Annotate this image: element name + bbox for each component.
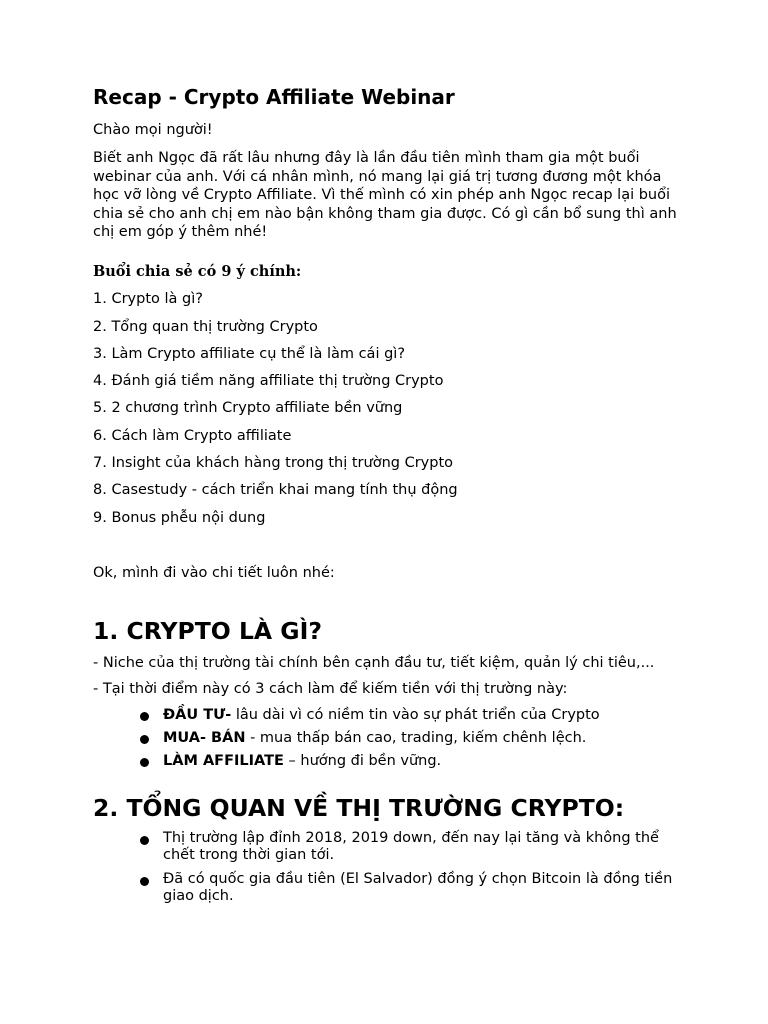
outline-item: 8. Casestudy - cách triển khai mang tính thụ động bbox=[93, 482, 458, 498]
intro-paragraph: Biết anh Ngọc đã rất lâu nhưng đây là lần đầu tiên mình tham gia một buổi webinar của anh. Với cá nhân mình, nó mang lại giá trị tương đương một khóa học vỡ lòng về Crypto Affiliate. Vì thế mình có xin phép anh Ngọc recap lại buổi chia sẻ cho anh chị em nào bận không tham gia được. Có gì cần bổ sung thì anh chị em góp ý thêm nhé! bbox=[93, 150, 677, 240]
section-1-line: - Tại thời điểm này có 3 cách làm để kiếm tiền với thị trường này: bbox=[93, 681, 568, 697]
section-2-bullets bbox=[138, 830, 678, 905]
document-title: Recap - Crypto Affiliate Webinar bbox=[93, 85, 455, 109]
bullet-dot-icon bbox=[140, 712, 149, 721]
outline-item: 9. Bonus phễu nội dung bbox=[93, 510, 266, 526]
section-1-line: - Niche của thị trường tài chính bên cạnh đầu tư, tiết kiệm, quản lý chi tiêu,... bbox=[93, 655, 655, 671]
outline-item: 4. Đánh giá tiềm năng affiliate thị trường Crypto bbox=[93, 373, 444, 389]
bullet-item: MUA- BÁN - mua thấp bán cao, trading, kiếm chênh lệch. bbox=[138, 729, 600, 747]
transition-text: Ok, mình đi vào chi tiết luôn nhé: bbox=[93, 565, 335, 581]
outline-item: 2. Tổng quan thị trường Crypto bbox=[93, 319, 318, 335]
outline-item: 7. Insight của khách hàng trong thị trường Crypto bbox=[93, 455, 454, 471]
outline-item: 6. Cách làm Crypto affiliate bbox=[93, 428, 292, 444]
outline-item: 3. Làm Crypto affiliate cụ thể là làm cái gì? bbox=[93, 346, 406, 362]
section-1-heading: 1. CRYPTO LÀ GÌ? bbox=[93, 617, 322, 645]
bullet-item: ĐẦU TƯ- lâu dài vì có niềm tin vào sự phát triển của Crypto bbox=[138, 706, 600, 724]
section-1-bullets bbox=[138, 706, 600, 770]
outline-item: 1. Crypto là gì? bbox=[93, 291, 203, 307]
bullet-item: LÀM AFFILIATE – hướng đi bền vững. bbox=[138, 752, 600, 770]
bullet-dot-icon bbox=[140, 758, 149, 767]
outline-heading: Buổi chia sẻ có 9 ý chính: bbox=[93, 263, 302, 280]
bullet-dot-icon bbox=[140, 836, 149, 845]
section-2-heading: 2. TỔNG QUAN VỀ THỊ TRƯỜNG CRYPTO: bbox=[93, 794, 625, 822]
greeting: Chào mọi người! bbox=[93, 122, 213, 138]
outline-item: 5. 2 chương trình Crypto affiliate bền vững bbox=[93, 400, 403, 416]
bullet-item: Đã có quốc gia đầu tiên (El Salvador) đồng ý chọn Bitcoin là đồng tiền giao dịch. bbox=[138, 871, 678, 905]
bullet-dot-icon bbox=[140, 877, 149, 886]
bullet-item: Thị trường lập đỉnh 2018, 2019 down, đến nay lại tăng và không thể chết trong thời gian tới. bbox=[138, 830, 678, 864]
bullet-dot-icon bbox=[140, 735, 149, 744]
